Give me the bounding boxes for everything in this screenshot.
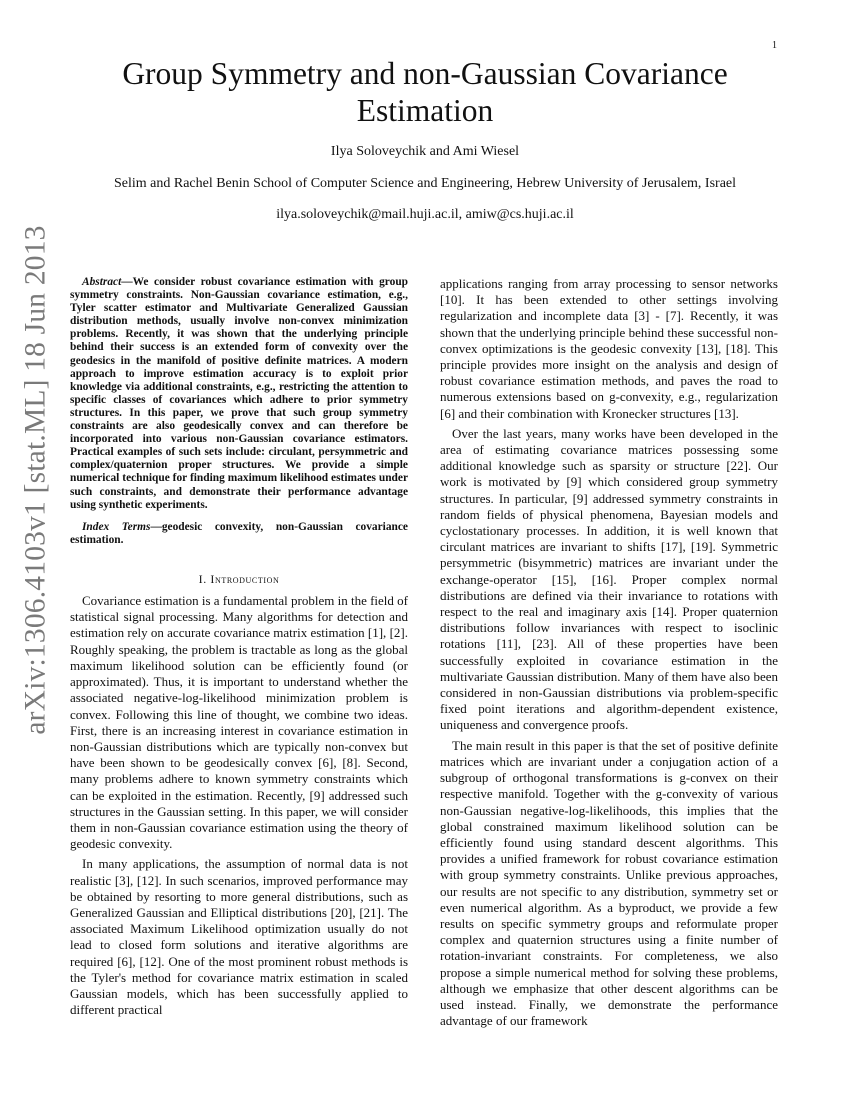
paper-emails: ilya.soloveychik@mail.huji.ac.il, amiw@cs.huji.ac.il <box>276 207 574 222</box>
abstract-text: —We consider robust covariance estimation with group symmetry constraints. Non-Gaussian covariance estimation, e.g., Tyler scatter estimator and Multivariate Generalized Gaussian distribution methods, usually involve non-convex minimization problems. Recently, it was shown that the underlying principle behind their success is an extended form of convexity over the geodesics in the manifold of positive definite matrices. A modern approach to improve estimation accuracy is to exploit prior knowledge via additional constraints, e.g., restricting the attention to specific classes of covariances which adhere to prior symmetry structures. In this paper, we prove that such group symmetry constraints are also geodesically convex and can therefore be incorporated into various non-Gaussian covariance estimators. Practical examples of such sets include: circulant, persymmetric and complex/quaternion proper structures. We provide a simple numerical technique for finding maximum likelihood estimates under such constraints, and demonstrate their performance advantage using synthetic experiments. <box>70 276 408 511</box>
abstract <box>70 276 408 512</box>
arxiv-stamp-text: arXiv:1306.4103v1 [stat.ML] 18 Jun 2013 <box>19 225 52 735</box>
paragraph: Over the last years, many works have been developed in the area of estimating covariance matrices possessing some additional knowledge such as sparsity or structure [22]. Our work is motivated by [9] which considered group symmetry structures. In particular, [9] addressed symmetry constraints in random fields of physical phenomena, Bayesian models and cyclostationary processes. In addition, it is well known that circulant matrices are invariant to shifts [17], [19]. Symmetric persymmetric (bisymmetric) matrices are invariant under the exchange-operator [15], [16]. Proper complex normal distributions are defined via their invariance to rotations with respect to the real and imaginary axis [14]. Proper quaternion distributions follow invariances with respect to isoclinic rotations [11], [23]. All of these properties have been successfully exploited in covariance estimation in the multivariate Gaussian distribution. Many of them have also been considered in non-Gaussian distributions via problem-specific fixed point iterations and algorithm-dependent existence, uniqueness and convergence proofs. <box>440 425 778 733</box>
paper-authors: Ilya Soloveychik and Ami Wiesel <box>330 144 520 159</box>
index-terms-lead: Index Terms <box>82 520 151 533</box>
paper-title: Group Symmetry and non-Gaussian Covariance Estimation <box>122 56 728 128</box>
page-number: 1 <box>772 40 777 51</box>
section-heading: I. Introduction <box>198 571 280 586</box>
abstract-lead: Abstract <box>82 276 122 288</box>
paragraph: The main result in this paper is that the set of positive definite matrices which are invariant under a conjugation action of a subgroup of orthogonal transformations is g-convex on their respective manifold. Together with the g-convexity of various non-Gaussian negative-log-likelihoods, this implies that the global constrained maximum likelihood solution can be efficiently found using standard descent algorithms. This provides a unified framework for robust covariance estimation with group symmetry constraints. Unlike previous approaches, our results are not specific to any distribution, symmetry set or even numerical algorithm. As a byproduct, we provide a few results on specific symmetry groups and reformulate proper complex and quaternion structures using a finite number of rotation-invariant constraints. For completeness, we also propose a simple numerical method for solving these problems, although we emphasize that other descent algorithms can be used instead. Finally, we demonstrate the performance advantage of our framework <box>440 737 778 1029</box>
paragraph: Covariance estimation is a fundamental problem in the field of statistical signal processing. Many algorithms for detection and estimation rely on accurate covariance matrix estimation [1], [2]. Roughly speaking, the problem is tractable as long as the global maximum likelihood solution can be efficiently found (or approximated). Thus, it is important to understand whether the associated negative-log-likelihood minimization problem is convex. Following this line of thought, we combine two ideas. First, there is an increasing interest in covariance estimation in non-Gaussian distributions which are typically non-convex but have been shown to be geodesically convex [6], [8]. Second, many problems adhere to known symmetry constraints which can be exploited in the estimation. Recently, [9] addressed such structures in the Gaussian setting. In this paper, we will consider them in non-Gaussian covariance estimation using the theory of geodesic convexity. <box>70 593 408 852</box>
right-column <box>440 276 778 1033</box>
paper-affiliation: Selim and Rachel Benin School of Computer Science and Engineering, Hebrew University of Jerusalem, Israel <box>113 176 737 191</box>
paragraph: In many applications, the assumption of normal data is not realistic [3], [12]. In such scenarios, improved performance may be obtained by resorting to more general distributions, such as Generalized Gaussian and Elliptical distributions [20], [21]. The associated Maximum Likelihood optimization usually do not lead to closed form solutions and iterative algorithms are required [6], [12]. One of the most prominent robust methods is the Tyler's method for covariance matrix estimation in scaled Gaussian models, which has been successfully applied to different practical <box>70 856 408 1018</box>
left-column <box>70 276 408 1022</box>
index-terms-text: —geodesic convexity, non-Gaussian covariance estimation. <box>70 520 408 546</box>
paragraph: applications ranging from array processing to sensor networks [10]. It has been extended to other settings involving regularization and incomplete data [3] - [7]. Recently, it was shown that the underlying principle behind these successful non-convex optimizations is the geodesic convexity [13], [18]. This principle provides more insight on the analysis and design of robust covariance estimation methods, and paves the road to numerous extensions based on g-convexity, e.g., regularization [6] and their combination with Kronecker structures [13]. <box>440 276 778 421</box>
index-terms <box>70 521 408 547</box>
